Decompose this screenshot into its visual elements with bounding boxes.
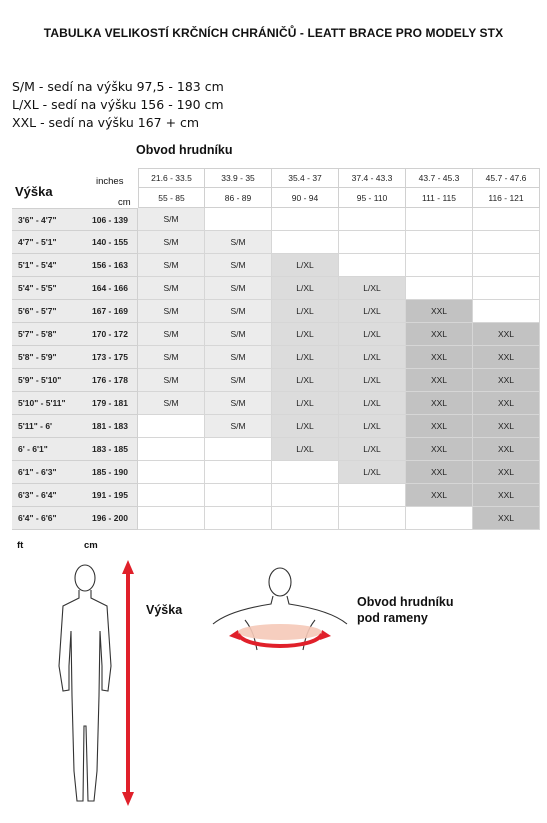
size-cell — [339, 208, 406, 231]
size-cell: S/M — [138, 254, 205, 277]
size-cell: XXL — [473, 346, 540, 369]
size-cell — [473, 231, 540, 254]
size-cell — [138, 507, 205, 530]
row-label-cm: 196 - 200 — [78, 507, 138, 530]
size-cell: XXL — [406, 415, 473, 438]
size-cell: L/XL — [272, 254, 339, 277]
size-cell — [272, 208, 339, 231]
row-label-cm: 179 - 181 — [78, 392, 138, 415]
size-cell: XXL — [473, 461, 540, 484]
size-cell: XXL — [406, 369, 473, 392]
chest-caption — [357, 594, 454, 626]
row-label-cm: 181 - 183 — [78, 415, 138, 438]
column-header-cm: 55 - 85 — [138, 188, 205, 208]
row-label-cm: 170 - 172 — [78, 323, 138, 346]
row-label-ft: 3'6" - 4'7" — [12, 208, 78, 231]
height-arrow-icon — [122, 560, 134, 806]
row-label-ft: 5'4" - 5'5" — [12, 277, 78, 300]
row-label-cm: 176 - 178 — [78, 369, 138, 392]
size-cell: XXL — [473, 369, 540, 392]
size-notes — [12, 78, 224, 132]
size-cell — [205, 438, 272, 461]
column-header-inches: 45.7 - 47.6 — [473, 168, 540, 188]
size-cell: S/M — [205, 415, 272, 438]
size-cell: XXL — [406, 484, 473, 507]
size-cell — [339, 231, 406, 254]
size-cell: S/M — [138, 369, 205, 392]
chest-measure-illustration — [205, 560, 355, 670]
size-cell: S/M — [138, 392, 205, 415]
row-label-ft: 6'1" - 6'3" — [12, 461, 78, 484]
body-outline-icon — [59, 565, 111, 801]
column-header-cm: 90 - 94 — [272, 188, 339, 208]
size-cell: S/M — [138, 323, 205, 346]
size-cell — [205, 484, 272, 507]
size-cell: S/M — [205, 231, 272, 254]
size-cell: S/M — [138, 346, 205, 369]
column-header-inches: 33.9 - 35 — [205, 168, 272, 188]
size-cell: L/XL — [272, 277, 339, 300]
size-cell: L/XL — [272, 300, 339, 323]
row-label-ft: 5'6" - 5'7" — [12, 300, 78, 323]
body-height-illustration — [55, 556, 145, 811]
size-cell — [138, 461, 205, 484]
size-cell: XXL — [473, 438, 540, 461]
size-cell: XXL — [473, 323, 540, 346]
row-label-cm: 173 - 175 — [78, 346, 138, 369]
size-cell: S/M — [205, 369, 272, 392]
note-lxl: L/XL - sedí na výšku 156 - 190 cm — [12, 97, 224, 112]
size-cell — [473, 300, 540, 323]
size-cell: L/XL — [272, 415, 339, 438]
size-cell — [205, 507, 272, 530]
cm-footer-label: cm — [84, 540, 98, 551]
column-header-inches: 37.4 - 43.3 — [339, 168, 406, 188]
row-label-ft: 4'7" - 5'1" — [12, 231, 78, 254]
row-label-cm: 140 - 155 — [78, 231, 138, 254]
size-cell: S/M — [205, 254, 272, 277]
size-cell: L/XL — [339, 277, 406, 300]
size-cell: XXL — [406, 392, 473, 415]
row-label-cm: 156 - 163 — [78, 254, 138, 277]
row-label-cm: 167 - 169 — [78, 300, 138, 323]
size-cell: XXL — [406, 323, 473, 346]
size-table — [12, 168, 540, 530]
row-label-ft: 5'1" - 5'4" — [12, 254, 78, 277]
size-cell: S/M — [138, 277, 205, 300]
size-cell: L/XL — [272, 438, 339, 461]
size-cell — [406, 277, 473, 300]
size-cell: L/XL — [339, 461, 406, 484]
size-cell — [406, 231, 473, 254]
size-cell: L/XL — [339, 346, 406, 369]
size-cell: L/XL — [339, 438, 406, 461]
size-cell — [138, 484, 205, 507]
row-label-cm: 191 - 195 — [78, 484, 138, 507]
size-cell — [406, 208, 473, 231]
chest-caption-line2: pod rameny — [357, 611, 428, 625]
size-cell: L/XL — [339, 392, 406, 415]
row-label-ft: 5'7" - 5'8" — [12, 323, 78, 346]
height-caption: Výška — [146, 603, 183, 617]
row-label-ft: 5'10" - 5'11" — [12, 392, 78, 415]
chest-arrow-icon — [229, 624, 331, 646]
size-cell: S/M — [205, 300, 272, 323]
size-cell: XXL — [406, 461, 473, 484]
size-cell: XXL — [406, 300, 473, 323]
size-cell: L/XL — [339, 369, 406, 392]
size-cell: XXL — [406, 438, 473, 461]
size-cell: S/M — [205, 346, 272, 369]
size-cell — [473, 277, 540, 300]
size-cell: S/M — [138, 208, 205, 231]
size-cell — [473, 254, 540, 277]
note-xxl: XXL - sedí na výšku 167 + cm — [12, 115, 200, 130]
size-cell — [272, 461, 339, 484]
size-cell: S/M — [138, 231, 205, 254]
chest-caption-line1: Obvod hrudníku — [357, 595, 454, 609]
inches-label: inches — [96, 176, 124, 187]
size-cell: L/XL — [272, 346, 339, 369]
note-sm: S/M - sedí na výšku 97,5 - 183 cm — [12, 79, 224, 94]
size-cell: L/XL — [272, 323, 339, 346]
row-label-ft: 6'4" - 6'6" — [12, 507, 78, 530]
page-title: TABULKA VELIKOSTÍ KRČNÍCH CHRÁNIČŮ - LEATT BRACE PRO MODELY STX — [43, 26, 504, 40]
size-cell: L/XL — [339, 323, 406, 346]
size-cell — [272, 507, 339, 530]
size-cell: XXL — [473, 415, 540, 438]
size-cell — [138, 415, 205, 438]
row-label-ft: 5'11" - 6' — [12, 415, 78, 438]
column-header-cm: 116 - 121 — [473, 188, 540, 208]
column-header-cm: 95 - 110 — [339, 188, 406, 208]
size-cell: S/M — [138, 300, 205, 323]
column-header-cm: 111 - 115 — [406, 188, 473, 208]
size-cell: XXL — [473, 392, 540, 415]
column-header-cm: 86 - 89 — [205, 188, 272, 208]
row-label-cm: 183 - 185 — [78, 438, 138, 461]
size-cell: L/XL — [272, 369, 339, 392]
row-label-cm: 106 - 139 — [78, 208, 138, 231]
size-cell — [205, 208, 272, 231]
size-cell — [339, 484, 406, 507]
size-cell: XXL — [406, 346, 473, 369]
size-cell: L/XL — [272, 392, 339, 415]
row-label-ft: 6' - 6'1" — [12, 438, 78, 461]
row-label-ft: 5'9" - 5'10" — [12, 369, 78, 392]
size-cell: XXL — [473, 484, 540, 507]
size-cell: S/M — [205, 277, 272, 300]
size-cell — [406, 254, 473, 277]
size-cell: L/XL — [339, 415, 406, 438]
height-heading: Výška — [15, 184, 53, 199]
size-cell: S/M — [205, 392, 272, 415]
row-label-ft: 5'8" - 5'9" — [12, 346, 78, 369]
column-header-inches: 35.4 - 37 — [272, 168, 339, 188]
size-cell — [339, 507, 406, 530]
cm-label: cm — [118, 197, 131, 208]
size-cell: L/XL — [339, 300, 406, 323]
size-cell: S/M — [205, 323, 272, 346]
ft-footer-label: ft — [17, 540, 24, 551]
size-cell — [339, 254, 406, 277]
size-cell: XXL — [473, 507, 540, 530]
size-cell — [138, 438, 205, 461]
size-cell — [473, 208, 540, 231]
row-label-cm: 185 - 190 — [78, 461, 138, 484]
size-cell — [272, 484, 339, 507]
chest-heading: Obvod hrudníku — [136, 143, 233, 157]
row-label-cm: 164 - 166 — [78, 277, 138, 300]
size-cell — [406, 507, 473, 530]
row-label-ft: 6'3" - 6'4" — [12, 484, 78, 507]
column-header-inches: 43.7 - 45.3 — [406, 168, 473, 188]
column-header-inches: 21.6 - 33.5 — [138, 168, 205, 188]
size-cell — [272, 231, 339, 254]
size-cell — [205, 461, 272, 484]
